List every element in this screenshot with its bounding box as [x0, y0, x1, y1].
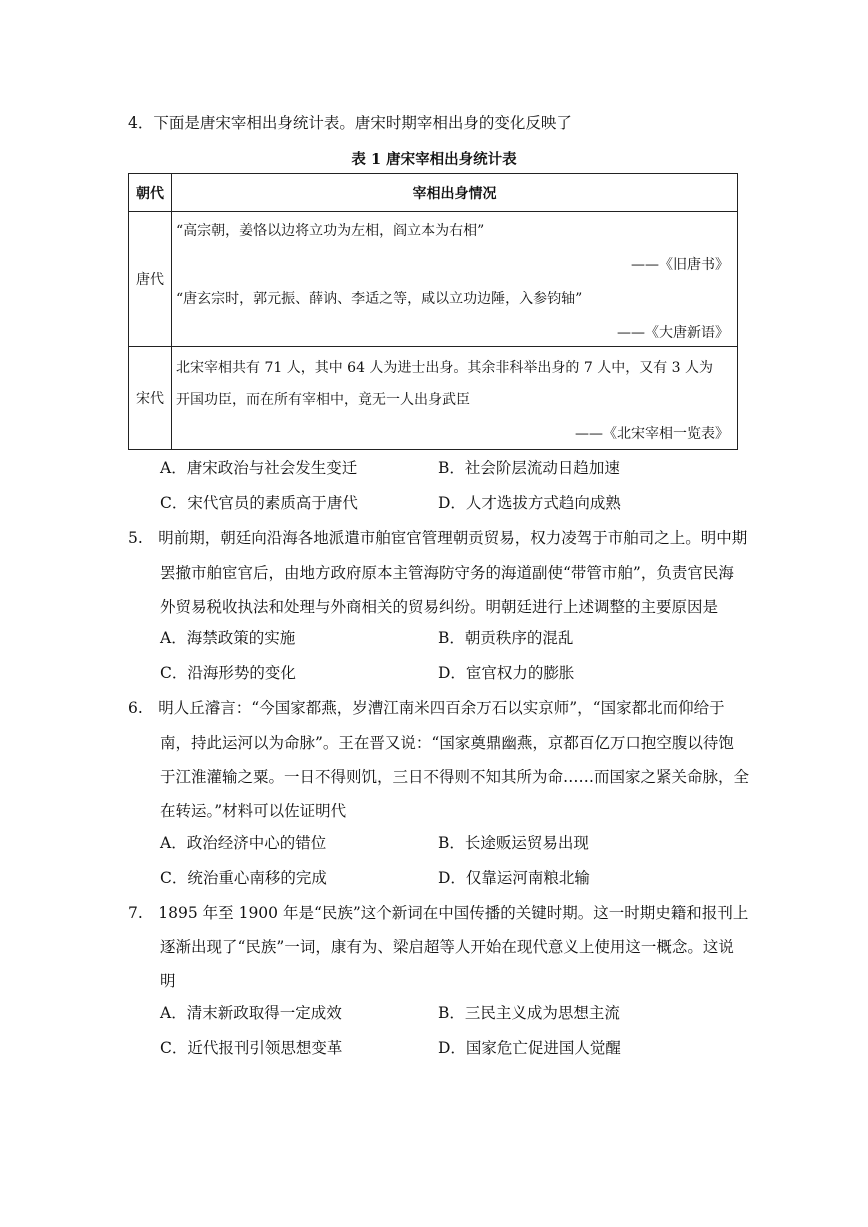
table-cell-origin-song: [172, 347, 738, 450]
table-header-dynasty: 朝代: [129, 174, 172, 212]
q6-option-b[interactable]: B．长途贩运贸易出现: [438, 834, 589, 852]
quote-line: 开国功臣，而在所有宰相中，竟无一人出身武臣: [176, 392, 470, 408]
question-5-line: 5. 明前期，朝廷向沿海各地派遣市舶宦官管理朝贡贸易，权力凌驾于市舶司之上。明中期: [128, 529, 748, 547]
question-5-line: 外贸易税收执法和处理与外商相关的贸易纠纷。明朝廷进行上述调整的主要原因是: [160, 598, 719, 616]
table-row-tang: [129, 212, 738, 347]
q4-option-c[interactable]: C．宋代官员的素质高于唐代: [160, 494, 358, 512]
question-7-line: 逐渐出现了“民族”一词，康有为、梁启超等人开始在现代意义上使用这一概念。这说: [160, 938, 734, 956]
q5-option-d[interactable]: D．宦官权力的膨胀: [438, 664, 575, 682]
quote-source: ——《北宋宰相一览表》: [575, 426, 729, 442]
q7-option-c[interactable]: C．近代报刊引领思想变革: [160, 1039, 343, 1057]
question-6-line: 南，持此运河以为命脉”。王在晋又说：“国家奠鼎幽燕，京都百亿万口抱空腹以待饱: [160, 734, 734, 752]
quote-source: ——《大唐新语》: [617, 325, 729, 341]
question-7-line: 明: [160, 972, 176, 990]
q5-option-c[interactable]: C．沿海形势的变化: [160, 664, 296, 682]
table-row-song: [129, 347, 738, 450]
question-6-line: 在转运。”材料可以佐证明代: [160, 802, 347, 820]
quote-source: ——《旧唐书》: [631, 257, 729, 273]
statistics-table: [128, 173, 738, 450]
q7-option-d[interactable]: D．国家危亡促进国人觉醒: [438, 1039, 621, 1057]
quote-line: “唐玄宗时，郭元振、薛讷、李适之等，咸以立功边陲，入参钧轴”: [176, 291, 583, 307]
quote-line: 北宋宰相共有 71 人，其中 64 人为进士出身。其余非科举出身的 7 人中，又有 3 人为: [176, 360, 714, 376]
question-6-line: 于江淮灌输之粟。一日不得则饥，三日不得则不知其所为命……而国家之紧关命脉，全: [160, 768, 750, 786]
table-header-row: [129, 174, 738, 212]
q4-option-b[interactable]: B．社会阶层流动日趋加速: [438, 459, 620, 477]
q5-option-a[interactable]: A．海禁政策的实施: [160, 629, 296, 647]
question-7-line: 7. 1895 年至 1900 年是“民族”这个新词在中国传播的关键时期。这一时期史籍和报刊上: [128, 904, 749, 922]
question-6-line: 6. 明人丘濬言：“今国家都燕，岁漕江南米四百余万石以实京师”，“国家都北而仰给于: [128, 699, 725, 717]
q6-option-c[interactable]: C．统治重心南移的完成: [160, 869, 327, 887]
table-cell-origin-tang: [172, 212, 738, 347]
q6-option-a[interactable]: A．政治经济中心的错位: [160, 834, 327, 852]
q6-option-d[interactable]: D．仅靠运河南粮北输: [438, 869, 590, 887]
q4-option-d[interactable]: D．人才选拔方式趋向成熟: [438, 494, 621, 512]
quote-line: “高宗朝，姜恪以边将立功为左相，阎立本为右相”: [176, 223, 485, 239]
table-caption: 表 1 唐宋宰相出身统计表: [351, 151, 517, 168]
q4-option-a[interactable]: A．唐宋政治与社会发生变迁: [160, 459, 358, 477]
q7-option-b[interactable]: B．三民主义成为思想主流: [438, 1004, 620, 1022]
table-cell-dynasty-tang: 唐代: [129, 212, 172, 347]
question-5-line: 罢撤市舶宦官后，由地方政府原本主管海防守务的海道副使“带管市舶”，负责官民海: [160, 564, 734, 582]
table-header-origin: 宰相出身情况: [172, 174, 738, 212]
table-cell-dynasty-song: 宋代: [129, 347, 172, 450]
q5-option-b[interactable]: B．朝贡秩序的混乱: [438, 629, 574, 647]
q7-option-a[interactable]: A．清末新政取得一定成效: [160, 1004, 342, 1022]
question-4-stem: 4．下面是唐宋宰相出身统计表。唐宋时期宰相出身的变化反映了: [128, 114, 572, 132]
